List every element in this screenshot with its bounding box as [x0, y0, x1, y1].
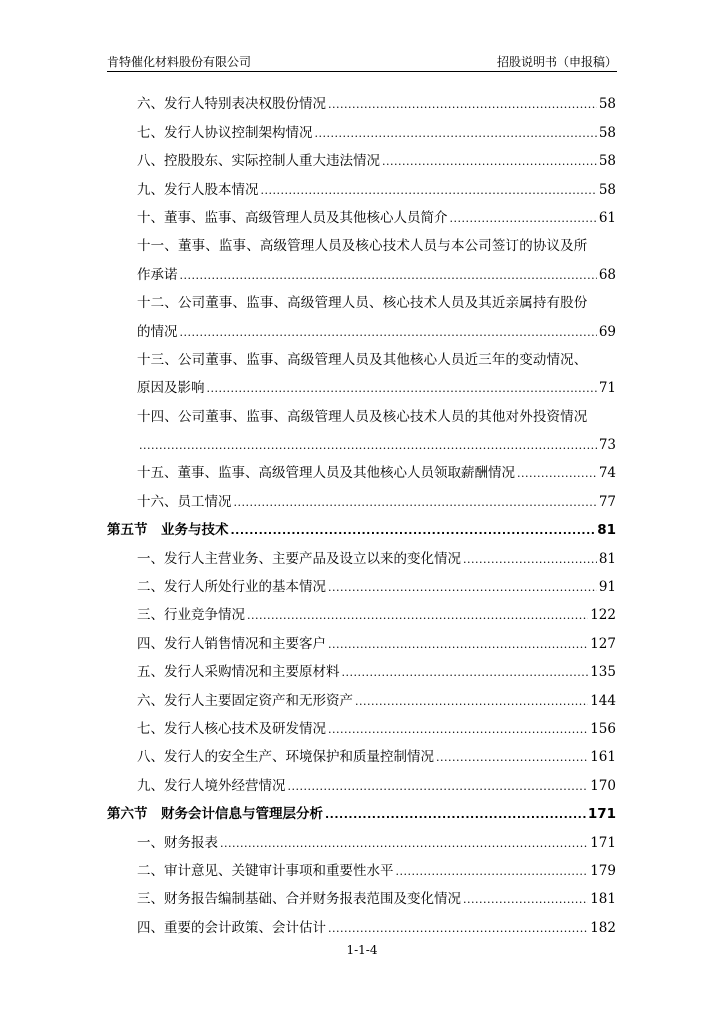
toc-entry-title: 十、董事、监事、高级管理人员及其他核心人员简介 — [137, 209, 448, 226]
toc-page-number: 58 — [598, 96, 616, 113]
toc-entry-title: 十五、董事、监事、高级管理人员及其他核心人员领取薪酬情况 — [137, 465, 515, 482]
dot-leader — [261, 184, 597, 198]
toc-page-number: 122 — [590, 607, 616, 624]
header-company: 肯特催化材料股份有限公司 — [107, 54, 252, 69]
toc-entry-title: 十六、员工情况 — [137, 493, 232, 510]
toc-entry-title: 第六节 财务会计信息与管理层分析 — [107, 806, 323, 823]
toc-entry-title: 十一、董事、监事、高级管理人员及核心技术人员与本公司签订的协议及所 — [137, 238, 588, 255]
footer-page-number: 1-1-4 — [346, 943, 378, 957]
dot-leader — [207, 382, 597, 396]
toc-entry[interactable] — [107, 879, 616, 907]
toc-entry[interactable] — [107, 623, 616, 651]
toc-entry-title: 十四、公司董事、监事、高级管理人员及核心技术人员的其他对外投资情况 — [137, 408, 588, 425]
toc-page-number: 171 — [590, 834, 616, 851]
toc-page-number: 71 — [598, 380, 616, 397]
toc-page-number: 81 — [598, 550, 616, 567]
toc-entry[interactable] — [107, 680, 616, 708]
toc-entry[interactable] — [107, 822, 616, 850]
toc-entry[interactable] — [107, 907, 616, 935]
dot-leader — [355, 695, 588, 709]
dot-leader — [396, 865, 589, 879]
toc-page-number: 135 — [590, 664, 616, 681]
dot-leader — [517, 467, 597, 481]
toc-entry-title: 二、发行人所处行业的基本情况 — [137, 579, 326, 596]
toc-entry[interactable] — [107, 311, 616, 339]
toc-page-number: 77 — [598, 493, 616, 510]
toc-page-number: 58 — [598, 124, 616, 141]
toc-entry[interactable] — [107, 652, 616, 680]
dot-leader — [328, 638, 588, 652]
dot-leader — [342, 666, 589, 680]
dot-leader — [328, 723, 588, 737]
dot-leader — [463, 553, 597, 567]
toc-entry-title: 一、发行人主营业务、主要产品及设立以来的变化情况 — [137, 550, 461, 567]
toc-entry-line[interactable] — [107, 283, 616, 311]
toc-entry[interactable] — [107, 198, 616, 226]
toc-entry-title: 四、发行人销售情况和主要客户 — [137, 635, 326, 652]
page-footer — [0, 943, 724, 957]
toc-entry[interactable] — [107, 169, 616, 197]
dot-leader — [288, 780, 589, 794]
dot-leader — [436, 751, 588, 765]
dot-leader — [463, 893, 588, 907]
toc-entry-title: 九、发行人股本情况 — [137, 181, 259, 198]
toc-entry[interactable] — [107, 254, 616, 282]
toc-page-number: 58 — [598, 181, 616, 198]
toc-entry-title: 九、发行人境外经营情况 — [137, 777, 286, 794]
toc-entry-line[interactable] — [107, 340, 616, 368]
toc-entry-title: 三、行业竞争情况 — [137, 607, 245, 624]
toc-entry-title: 三、财务报告编制基础、合并财务报表范围及变化情况 — [137, 891, 461, 908]
toc-page-number: 81 — [597, 522, 616, 539]
toc-entry-title: 六、发行人主要固定资产和无形资产 — [137, 692, 353, 709]
dot-leader — [247, 609, 588, 623]
toc-entry[interactable] — [107, 425, 616, 453]
toc-entry-title: 七、发行人核心技术及研发情况 — [137, 720, 326, 737]
dot-leader — [315, 127, 597, 141]
toc-entry[interactable] — [107, 141, 616, 169]
toc-page-number: 58 — [598, 153, 616, 170]
dot-leader — [231, 524, 596, 538]
toc-entry[interactable] — [107, 567, 616, 595]
dot-leader — [328, 581, 597, 595]
toc-entry-title: 八、控股股东、实际控制人重大违法情况 — [137, 153, 380, 170]
header-doc-title: 招股说明书（申报稿） — [496, 54, 617, 69]
dot-leader — [139, 439, 597, 453]
toc-page-number: 161 — [590, 749, 616, 766]
toc-entry[interactable] — [107, 737, 616, 765]
toc-entry[interactable] — [107, 368, 616, 396]
dot-leader — [328, 98, 597, 112]
toc-entry[interactable] — [107, 538, 616, 566]
toc-entry-title: 二、审计意见、关键审计事项和重要性水平 — [137, 862, 394, 879]
toc-entry-title: 原因及影响 — [137, 380, 205, 397]
dot-leader — [325, 808, 586, 822]
toc-page-number: 182 — [590, 919, 616, 936]
toc-page-number: 61 — [598, 209, 616, 226]
toc-section-entry[interactable] — [107, 794, 616, 822]
toc-entry-title: 作承诺 — [137, 266, 178, 283]
toc-page-number: 156 — [590, 720, 616, 737]
toc-entry-title: 五、发行人采购情况和主要原材料 — [137, 664, 340, 681]
toc-page-number: 144 — [590, 692, 616, 709]
toc-entry-title: 十三、公司董事、监事、高级管理人员及其他核心人员近三年的变动情况、 — [137, 351, 588, 368]
table-of-contents — [107, 84, 616, 936]
toc-entry-line[interactable] — [107, 396, 616, 424]
toc-entry-title: 第五节 业务与技术 — [107, 522, 229, 539]
toc-page-number: 179 — [590, 862, 616, 879]
toc-entry[interactable] — [107, 112, 616, 140]
toc-entry[interactable] — [107, 453, 616, 481]
toc-entry[interactable] — [107, 765, 616, 793]
toc-page-number: 69 — [598, 323, 616, 340]
toc-page-number: 91 — [598, 579, 616, 596]
toc-entry[interactable] — [107, 709, 616, 737]
toc-section-entry[interactable] — [107, 510, 616, 538]
toc-entry-title: 十二、公司董事、监事、高级管理人员、核心技术人员及其近亲属持有股份 — [137, 295, 588, 312]
dot-leader — [450, 212, 597, 226]
toc-page-number: 171 — [587, 806, 616, 823]
dot-leader — [180, 269, 597, 283]
dot-leader — [234, 496, 597, 510]
toc-entry[interactable] — [107, 851, 616, 879]
toc-page-number: 68 — [598, 266, 616, 283]
page-header — [107, 52, 617, 70]
toc-entry-title: 一、财务报表 — [137, 834, 218, 851]
toc-entry-title: 六、发行人特别表决权股份情况 — [137, 96, 326, 113]
toc-page-number: 74 — [598, 465, 616, 482]
toc-entry[interactable] — [107, 481, 616, 509]
toc-entry[interactable] — [107, 84, 616, 112]
toc-entry-title: 四、重要的会计政策、会计估计 — [137, 919, 326, 936]
dot-leader — [220, 837, 588, 851]
toc-page-number: 170 — [590, 777, 616, 794]
toc-entry-line[interactable] — [107, 226, 616, 254]
toc-entry-title: 七、发行人协议控制架构情况 — [137, 124, 313, 141]
dot-leader — [382, 155, 597, 169]
toc-entry-title: 的情况 — [137, 323, 178, 340]
toc-entry[interactable] — [107, 595, 616, 623]
header-rule — [107, 71, 617, 72]
dot-leader — [328, 922, 588, 936]
toc-page-number: 127 — [590, 635, 616, 652]
toc-page-number: 181 — [590, 891, 616, 908]
toc-entry-title: 八、发行人的安全生产、环境保护和质量控制情况 — [137, 749, 434, 766]
dot-leader — [180, 326, 597, 340]
toc-page-number: 73 — [598, 437, 616, 454]
